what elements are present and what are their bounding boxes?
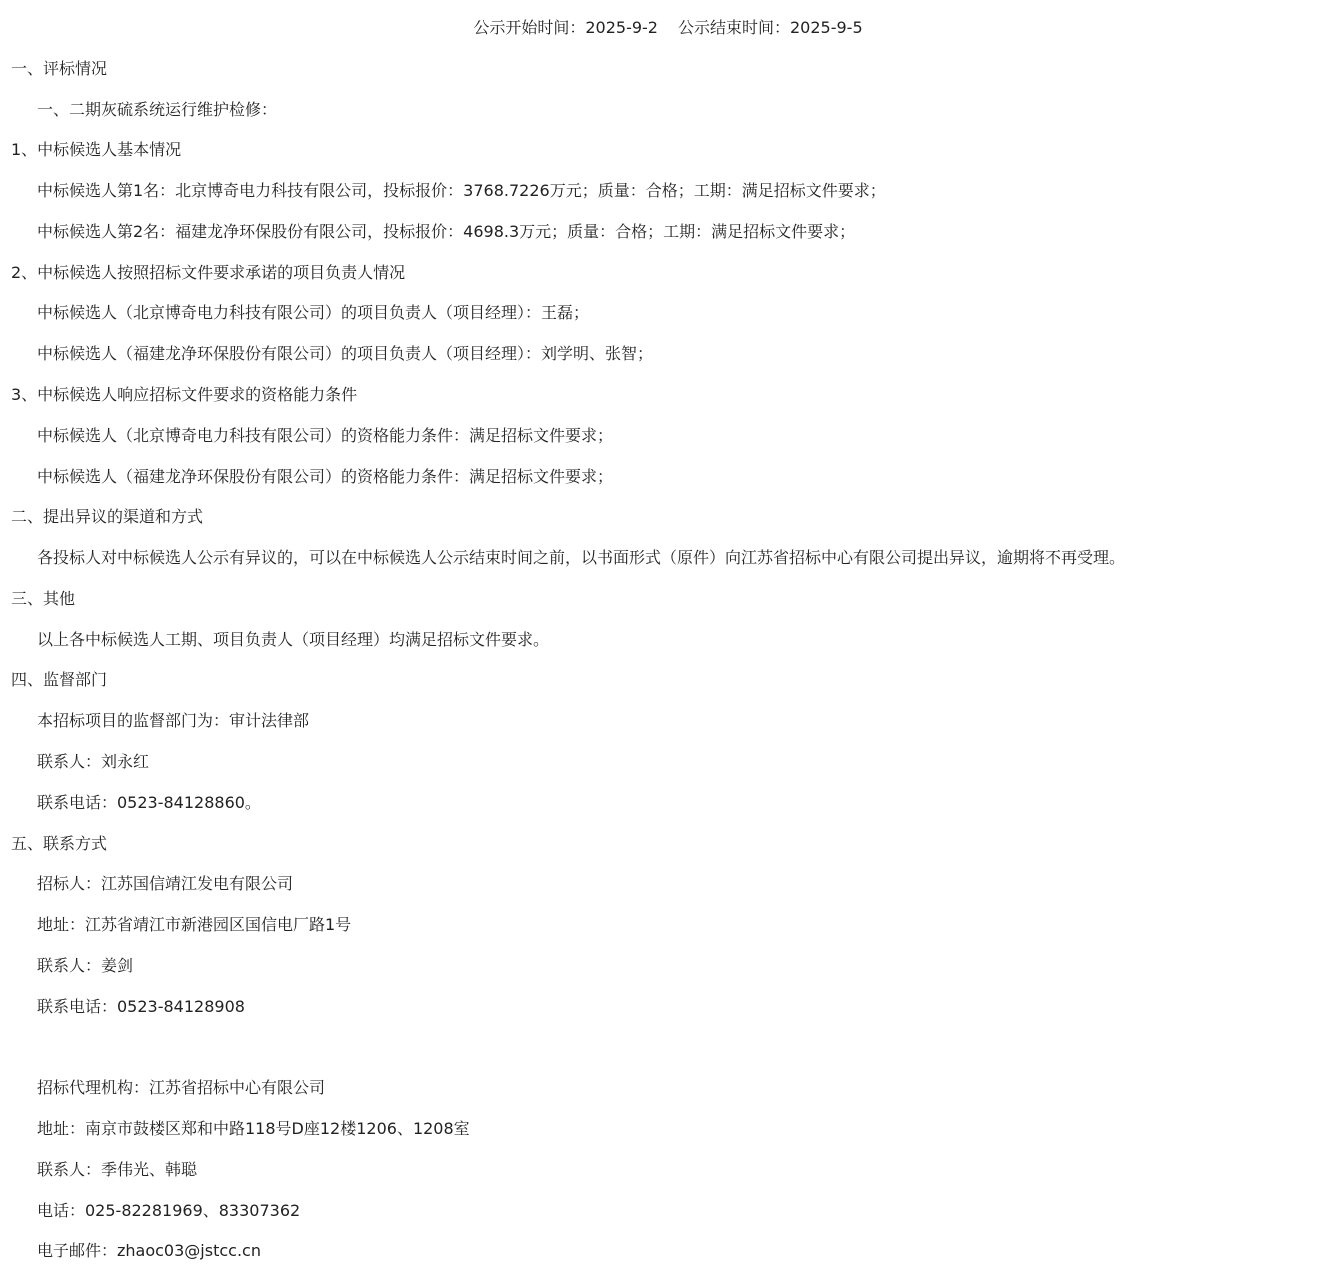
agency-address: 地址：南京市鼓楼区郑和中路118号D座12楼1206、1208室	[37, 1119, 470, 1138]
subsection-heading-candidates: 1、中标候选人基本情况	[11, 140, 182, 159]
project-name: 一、二期灰硫系统运行维护检修：	[37, 100, 278, 119]
section-heading-objections: 二、提出异议的渠道和方式	[11, 507, 204, 526]
supervision-department: 本招标项目的监督部门为：审计法律部	[37, 711, 310, 730]
tenderer-contact-phone: 联系电话：0523-84128908	[37, 997, 245, 1016]
agency-name: 招标代理机构：江苏省招标中心有限公司	[37, 1078, 326, 1097]
candidate-1-qualification: 中标候选人（北京博奇电力科技有限公司）的资格能力条件：满足招标文件要求；	[37, 426, 614, 445]
section-heading-contact: 五、联系方式	[11, 834, 108, 853]
supervision-contact-person: 联系人：刘永红	[37, 752, 150, 771]
section-heading-bid-evaluation: 一、评标情况	[11, 59, 108, 78]
tenderer-name: 招标人：江苏国信靖江发电有限公司	[37, 874, 294, 893]
candidate-2-project-leader: 中标候选人（福建龙净环保股份有限公司）的项目负责人（项目经理）：刘学明、张智；	[37, 344, 654, 363]
agency-phone: 电话：025-82281969、83307362	[37, 1201, 301, 1220]
supervision-contact-phone: 联系电话：0523-84128860。	[37, 793, 261, 812]
publicity-end-time: 公示结束时间：2025-9-5	[678, 18, 863, 37]
tenderer-contact-person: 联系人：姜剑	[37, 956, 134, 975]
agency-email[interactable]: 电子邮件：zhaoc03@jstcc.cn	[37, 1241, 261, 1260]
candidate-1-info: 中标候选人第1名：北京博奇电力科技有限公司，投标报价：3768.7226万元；质量：合格；工期：满足招标文件要求；	[37, 181, 886, 200]
candidate-1-project-leader: 中标候选人（北京博奇电力科技有限公司）的项目负责人（项目经理）：王磊；	[37, 303, 590, 322]
other-note-text: 以上各中标候选人工期、项目负责人（项目经理）均满足招标文件要求。	[37, 630, 550, 649]
candidate-2-qualification: 中标候选人（福建龙净环保股份有限公司）的资格能力条件：满足招标文件要求；	[37, 467, 614, 486]
subsection-heading-qualifications: 3、中标候选人响应招标文件要求的资格能力条件	[11, 385, 358, 404]
candidate-2-info: 中标候选人第2名：福建龙净环保股份有限公司，投标报价：4698.3万元；质量：合格；工期：满足招标文件要求；	[37, 222, 856, 241]
tenderer-address: 地址：江苏省靖江市新港园区国信电厂路1号	[37, 915, 352, 934]
publicity-start-time: 公示开始时间：2025-9-2	[473, 18, 658, 37]
agency-contact-person: 联系人：季伟光、韩聪	[37, 1160, 198, 1179]
publicity-period	[0, 18, 1336, 38]
section-heading-supervision: 四、监督部门	[11, 670, 108, 689]
section-heading-other: 三、其他	[11, 589, 76, 608]
subsection-heading-project-leaders: 2、中标候选人按照招标文件要求承诺的项目负责人情况	[11, 263, 406, 282]
objection-procedure-text: 各投标人对中标候选人公示有异议的，可以在中标候选人公示结束时间之前，以书面形式（原件）向江苏省招标中心有限公司提出异议，逾期将不再受理。	[37, 548, 1126, 567]
